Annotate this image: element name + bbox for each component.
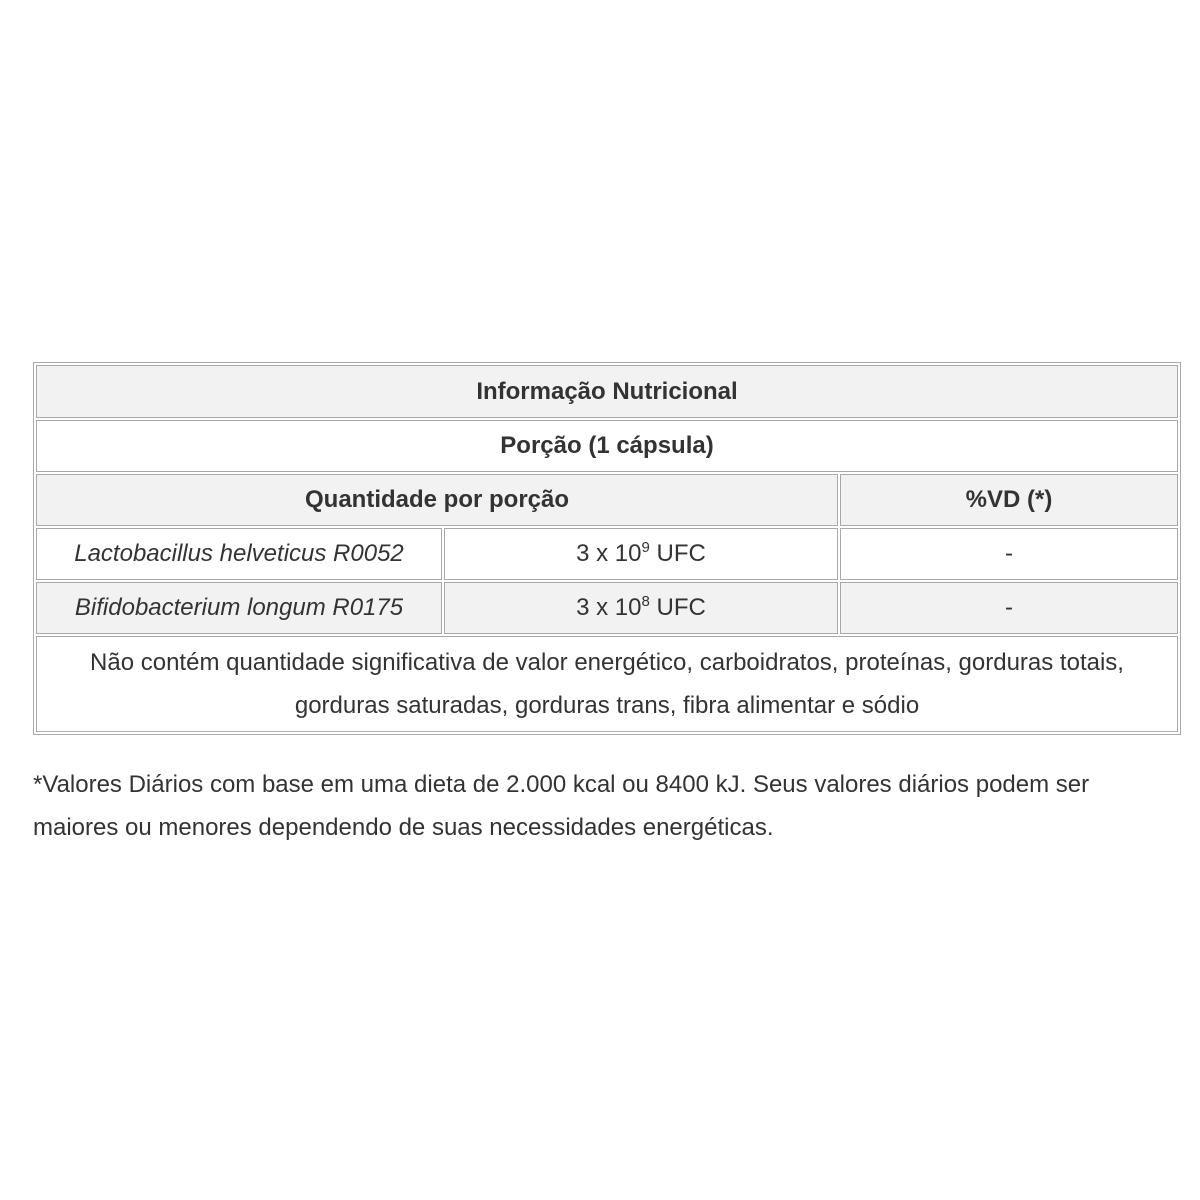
amount-unit: UFC — [649, 540, 706, 567]
ingredient-name: Lactobacillus helveticus R0052 — [36, 528, 442, 580]
ingredient-amount — [444, 582, 838, 634]
amount-unit: UFC — [649, 594, 706, 621]
ingredient-dv: - — [840, 582, 1178, 634]
ingredient-amount — [444, 528, 838, 580]
amount-base: 3 x 10 — [576, 540, 642, 567]
ingredient-dv: - — [840, 528, 1178, 580]
table-row — [36, 582, 1178, 634]
nutrition-table-container — [33, 362, 1175, 735]
daily-values-footnote: *Valores Diários com base em uma dieta de 2.000 kcal ou 8400 kJ. Seus valores diários podem ser maiores ou menores dependendo de suas necessidades energéticas. — [33, 771, 1090, 841]
table-title-row — [36, 365, 1178, 418]
amount-base: 3 x 10 — [576, 594, 642, 621]
table-row — [36, 528, 1178, 580]
portion-label: Porção (1 cápsula) — [36, 420, 1178, 472]
table-title: Informação Nutricional — [36, 365, 1178, 418]
quantity-header: Quantidade por porção — [36, 474, 838, 526]
amount-exponent: 9 — [641, 539, 650, 556]
table-note: Não contém quantidade significativa de valor energético, carboidratos, proteínas, gorduras totais, gorduras saturadas, gorduras trans, fibra alimentar e sódio — [36, 636, 1178, 732]
nutrition-table — [33, 362, 1181, 735]
dv-header: %VD (*) — [840, 474, 1178, 526]
portion-row — [36, 420, 1178, 472]
ingredient-name: Bifidobacterium longum R0175 — [36, 582, 442, 634]
note-row — [36, 636, 1178, 732]
amount-exponent: 8 — [641, 593, 650, 610]
column-header-row — [36, 474, 1178, 526]
